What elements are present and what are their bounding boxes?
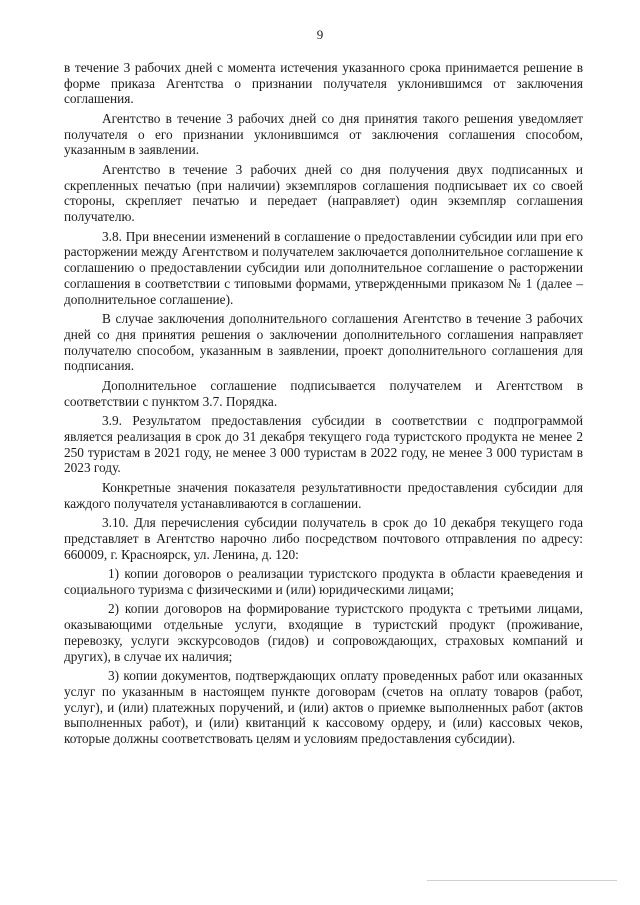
paragraph-clause-3-10: 3.10. Для перечисления субсидии получатель в срок до 10 декабря текущего года представляет в Агентство нарочно либо посредством почтового отправления по адресу: 660009, г. Красноярск, ул. Ленина, д. 120: (64, 515, 583, 562)
document-body (64, 60, 583, 751)
paragraph: Агентство в течение 3 рабочих дней со дня получения двух подписанных и скрепленных печатью (при наличии) экземпляров соглашения подписывает их со своей стороны, скрепляет печатью и передает (направляет) один экземпляр соглашения получателю. (64, 162, 583, 225)
paragraph: В случае заключения дополнительного соглашения Агентство в течение 3 рабочих дней со дня принятия решения о заключении дополнительного соглашения направляет получателю способом, указанным в заявлении, проект дополнительного соглашения для подписания. (64, 311, 583, 374)
footer-divider (427, 880, 617, 881)
paragraph: Дополнительное соглашение подписывается получателем и Агентством в соответствии с пунктом 3.7. Порядка. (64, 377, 583, 409)
paragraph: Агентство в течение 3 рабочих дней со дня принятия такого решения уведомляет получателя о его признании уклонившимся от заключения соглашения способом, указанным в заявлении. (64, 111, 583, 158)
page-number: 9 (316, 27, 324, 42)
list-item: 3) копии документов, подтверждающих оплату проведенных работ или оказанных услуг по указанным в настоящем пункте договорам (счетов на оплату товаров (работ, услуг), и (или) платежных поручений, и (или) актов о приемке выполненных работ (актов выполненных работ), и (или) квитанций к кассовому ордеру, и (или) кассовых чеков, которые должны соответствовать целям и условиям предоставления субсидии). (64, 668, 583, 746)
list-item: 1) копии договоров о реализации туристского продукта в области краеведения и социального туризма с физическими и (или) юридическими лицами; (64, 566, 583, 597)
list-item: 2) копии договоров на формирование туристского продукта с третьими лицами, оказывающими отдельные услуги, входящие в туристский продукт (проживание, перевозку, услуги экскурсоводов (гидов) и сопровождающих, страховых компаний и других), в случае их наличия; (64, 601, 583, 664)
paragraph-clause-3-8: 3.8. При внесении изменений в соглашение о предоставлении субсидии или при его расторжении между Агентством и получателем заключается дополнительное соглашение к соглашению о предоставлении субсидии или дополнительное соглашение о расторжении соглашения в соответствии с типовыми формами, утвержденными приказом № 1 (далее – дополнительное соглашение). (64, 228, 583, 307)
paragraph: Конкретные значения показателя результативности предоставления субсидии для каждого получателя устанавливаются в соглашении. (64, 479, 583, 511)
paragraph-continuation: в течение 3 рабочих дней с момента истечения указанного срока принимается решение в форме приказа Агентства о признании получателя уклонившимся от заключения соглашения. (64, 60, 583, 107)
paragraph-clause-3-9: 3.9. Результатом предоставления субсидии в соответствии с подпрограммой является реализация в срок до 31 декабря текущего года туристского продукта не менее 2 250 туристам в 2021 году, не менее 3 000 туристам в 2022 году, не менее 3 000 туристам в 2023 году. (64, 413, 583, 476)
